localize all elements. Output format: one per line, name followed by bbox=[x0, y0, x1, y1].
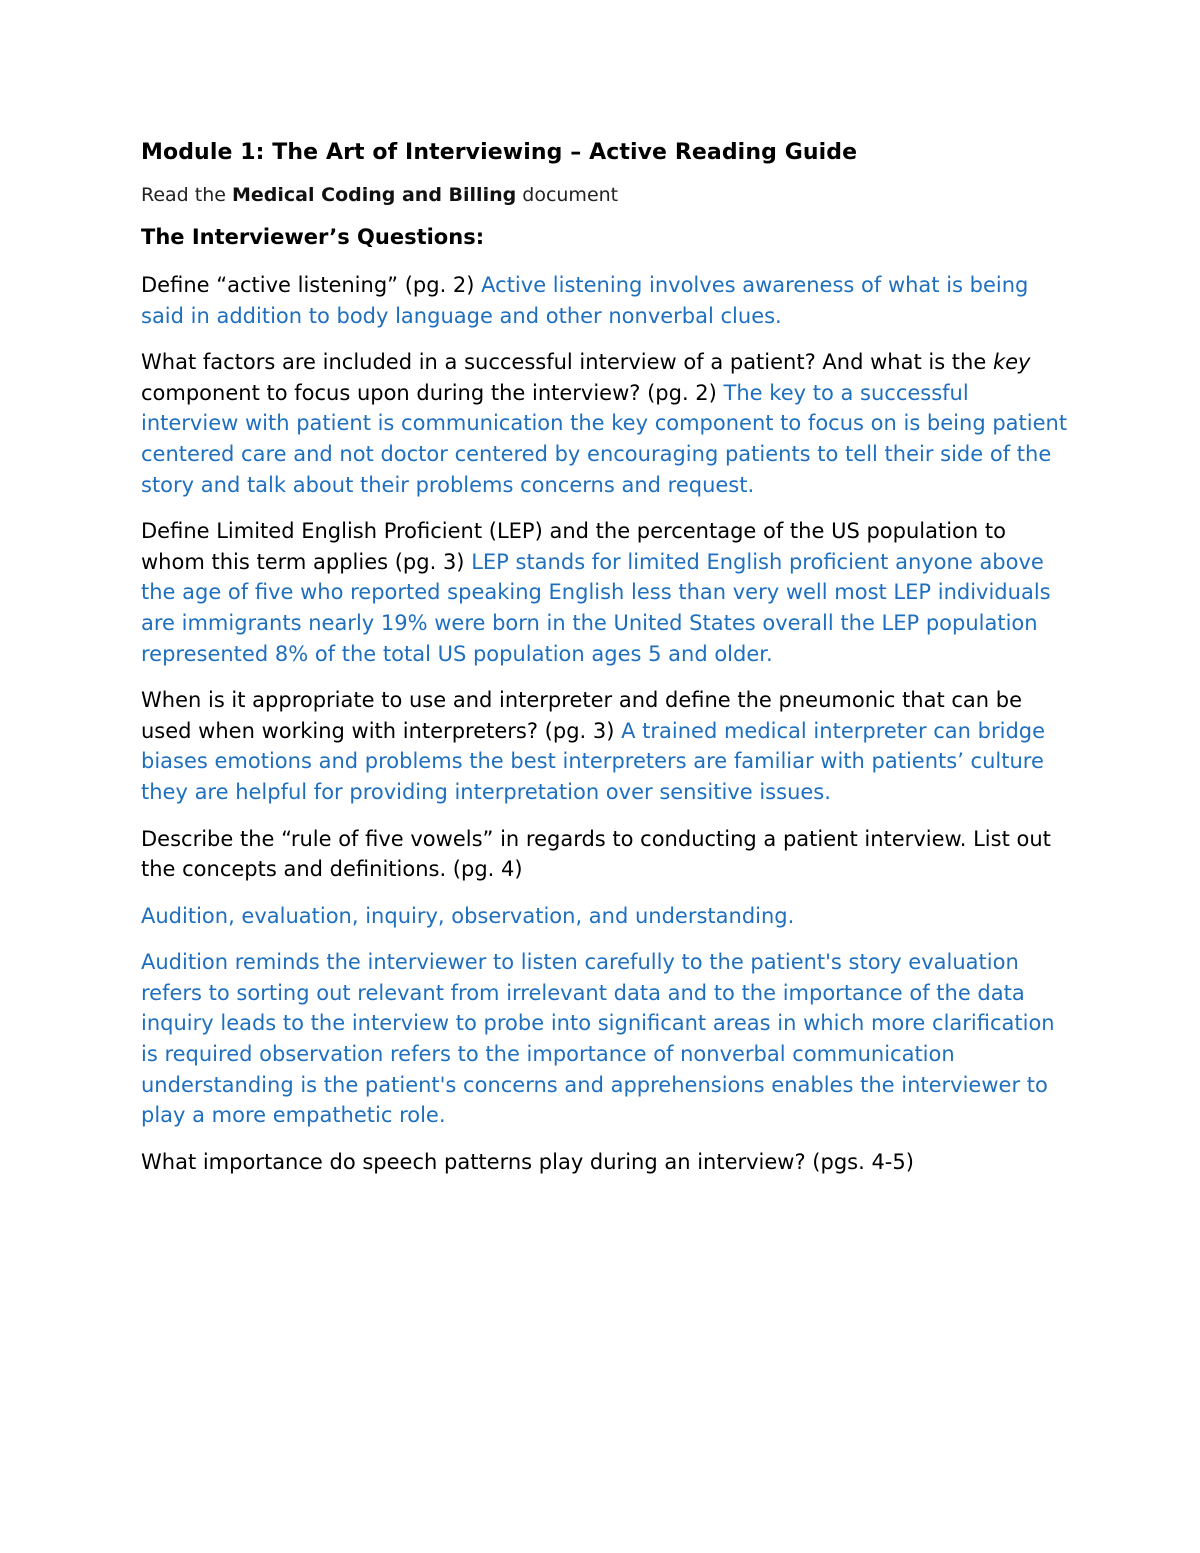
qa-item-successful-interview bbox=[141, 347, 1071, 500]
document-name: Medical Coding and Billing bbox=[232, 184, 517, 206]
section-heading: The Interviewer’s Questions: bbox=[141, 225, 485, 249]
question-text: Define Limited English Proficient (LEP) and the percentage of the US population to whom this term applies (pg. 3) bbox=[141, 519, 1006, 574]
qa-item-speech-patterns bbox=[141, 1147, 1071, 1178]
answer-vowel-definitions: Audition reminds the interviewer to listen carefully to the patient's story evaluation refers to sorting out relevant from irrelevant data and to the importance of the data inquiry leads to the interview to probe into significant areas in which more clarification is required observation refers to the importance of nonverbal communication understanding is the patient's concerns and apprehensions enables the interviewer to play a more empathetic role. bbox=[141, 950, 1055, 1128]
question-text: Describe the “rule of five vowels” in regards to conducting a patient interview. List out the concepts and definitions. (pg. 4) bbox=[141, 826, 1051, 882]
question-text: Define “active listening” (pg. 2) bbox=[141, 273, 475, 297]
answer-text: The key to a successful interview with patient is communication the key component to focus on is being patient centered care and not doctor centered by encouraging patients to tell their side of the story and talk about their problems concerns and request. bbox=[141, 380, 1068, 497]
qa-item-five-vowels bbox=[141, 824, 1071, 885]
question-text-part2: component to focus upon during the interview? (pg. 2) bbox=[141, 380, 717, 405]
document-page bbox=[141, 138, 1071, 1193]
question-key-word: key bbox=[992, 350, 1031, 375]
answer-text: LEP stands for limited English proficient anyone above the age of five who reported speaking English less than very well most LEP individuals are immigrants nearly 19% were born in the United States overall the LEP population represented 8% of the total US population ages 5 and older. bbox=[141, 549, 1051, 666]
answer-text: A trained medical interpreter can bridge biases emotions and problems the best interpreters are familiar with patients’ culture they are helpful for providing interpretation over sensitive issues. bbox=[141, 718, 1046, 804]
document-title: Module 1: The Art of Interviewing – Active Reading Guide bbox=[141, 140, 858, 165]
question-text: What importance do speech patterns play during an interview? (pgs. 4-5) bbox=[141, 1149, 914, 1174]
answer-vowel-list: Audition, evaluation, inquiry, observation, and understanding. bbox=[141, 903, 795, 928]
instruction-prefix: Read the bbox=[141, 184, 233, 206]
qa-item-active-listening bbox=[141, 270, 1071, 331]
instruction-suffix: document bbox=[516, 184, 619, 206]
question-text: When is it appropriate to use and interpreter and define the pneumonic that can be used when working with interpreters? (pg. 3) bbox=[141, 688, 1023, 743]
qa-item-lep bbox=[141, 516, 1071, 669]
answer-text: Active listening involves awareness of what is being said in addition to body language and other nonverbal clues. bbox=[141, 273, 1029, 328]
reading-instruction bbox=[141, 180, 1071, 210]
question-text-part1: What factors are included in a successful interview of a patient? And what is the bbox=[141, 350, 993, 375]
qa-item-interpreter bbox=[141, 685, 1071, 807]
